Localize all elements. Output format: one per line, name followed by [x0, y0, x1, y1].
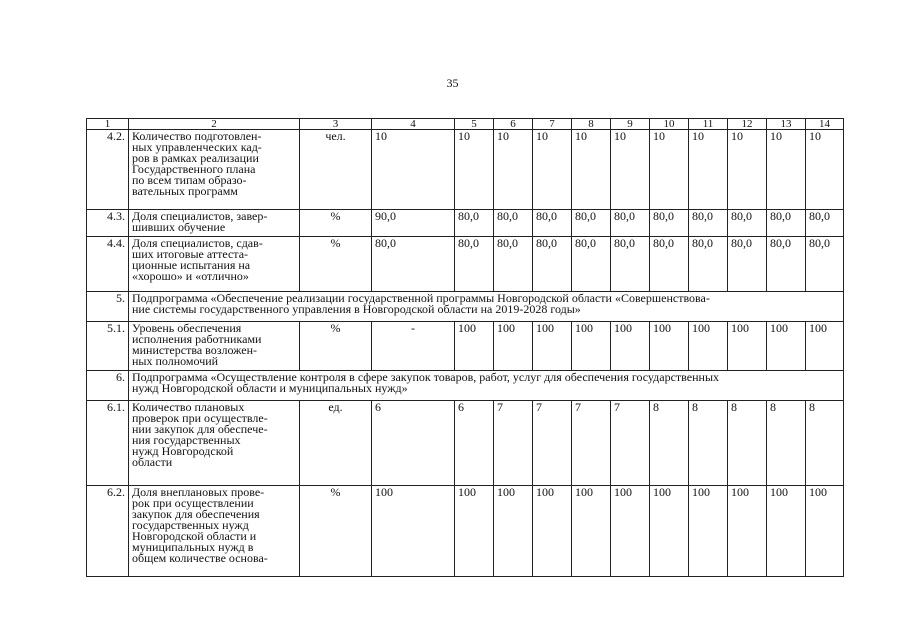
row-number: 6.2. — [87, 486, 129, 577]
unit-of-measure: % — [300, 237, 372, 292]
indicator-value: 80,0 — [728, 237, 767, 292]
indicator-value: 80,0 — [611, 237, 650, 292]
indicator-value: 10 — [611, 130, 650, 210]
column-number: 12 — [728, 119, 767, 130]
indicator-row — [87, 130, 844, 210]
indicator-name: Доля специалистов, сдав- ших итоговые аттеста- ционные испытания на «хорошо» и «отлично» — [129, 237, 300, 292]
indicator-value: 100 — [455, 486, 494, 577]
indicator-value: 6 — [455, 401, 494, 486]
column-number: 5 — [455, 119, 494, 130]
column-number: 9 — [611, 119, 650, 130]
column-number: 6 — [494, 119, 533, 130]
indicator-value: 80,0 — [494, 237, 533, 292]
column-number: 7 — [533, 119, 572, 130]
indicator-value: 10 — [767, 130, 806, 210]
indicator-value: 8 — [689, 401, 728, 486]
indicator-value: 80,0 — [767, 210, 806, 237]
indicator-table — [86, 118, 844, 577]
indicator-value: 100 — [728, 486, 767, 577]
indicator-value: 100 — [572, 322, 611, 371]
row-number: 6.1. — [87, 401, 129, 486]
indicator-value: 80,0 — [533, 237, 572, 292]
row-number: 4.3. — [87, 210, 129, 237]
indicator-value: 100 — [650, 322, 689, 371]
indicator-value: 80,0 — [611, 210, 650, 237]
indicator-value: 100 — [806, 322, 844, 371]
column-number-row — [87, 119, 844, 130]
page-number: 35 — [446, 76, 459, 90]
indicator-value: 10 — [533, 130, 572, 210]
indicator-value: 7 — [572, 401, 611, 486]
indicator-value: 80,0 — [806, 210, 844, 237]
indicator-value: 80,0 — [767, 237, 806, 292]
unit-of-measure: % — [300, 322, 372, 371]
row-number: 4.4. — [87, 237, 129, 292]
indicator-value: 7 — [611, 401, 650, 486]
indicator-value: - — [372, 322, 455, 371]
indicator-value: 100 — [494, 322, 533, 371]
indicator-value: 10 — [689, 130, 728, 210]
indicator-value: 100 — [611, 486, 650, 577]
subprogram-title: Подпрограмма «Осуществление контроля в сфере закупок товаров, работ, услуг для обеспечения государственных нужд Новгородской области и муниципальных нужд» — [129, 371, 844, 401]
indicator-value: 100 — [455, 322, 494, 371]
indicator-name: Количество подготовлен- ных управленческих кад- ров в рамках реализации Государственного плана по всем типам образо- вательных программ — [129, 130, 300, 210]
column-number: 13 — [767, 119, 806, 130]
indicator-value: 100 — [806, 486, 844, 577]
indicator-value: 8 — [767, 401, 806, 486]
unit-of-measure: % — [300, 210, 372, 237]
indicator-value: 80,0 — [689, 237, 728, 292]
indicator-row — [87, 322, 844, 371]
column-number: 1 — [87, 119, 129, 130]
row-number: 6. — [87, 371, 129, 401]
indicator-value: 6 — [372, 401, 455, 486]
indicator-value: 10 — [372, 130, 455, 210]
indicator-value: 80,0 — [572, 210, 611, 237]
indicator-value: 100 — [533, 322, 572, 371]
indicator-value: 80,0 — [494, 210, 533, 237]
column-number: 3 — [300, 119, 372, 130]
indicator-value: 100 — [767, 322, 806, 371]
unit-of-measure: ед. — [300, 401, 372, 486]
subprogram-row — [87, 292, 844, 322]
indicator-value: 10 — [728, 130, 767, 210]
indicator-value: 80,0 — [806, 237, 844, 292]
row-number: 5.1. — [87, 322, 129, 371]
indicator-value: 100 — [611, 322, 650, 371]
column-number: 11 — [689, 119, 728, 130]
indicator-value: 100 — [728, 322, 767, 371]
indicator-name: Доля специалистов, завер- шивших обучение — [129, 210, 300, 237]
indicator-value: 80,0 — [728, 210, 767, 237]
indicator-name: Количество плановых проверок при осуществле- нии закупок для обеспече- ния государственных нужд Новгородской области — [129, 401, 300, 486]
indicator-value: 80,0 — [650, 210, 689, 237]
subprogram-title: Подпрограмма «Обеспечение реализации государственной программы Новгородской области «Совершенствова- ние системы государственного управления в Новгородской области на 2019-2028 годы» — [129, 292, 844, 322]
column-number: 4 — [372, 119, 455, 130]
indicator-value: 100 — [689, 486, 728, 577]
column-number: 14 — [806, 119, 844, 130]
indicator-name: Доля внеплановых прове- рок при осуществлении закупок для обеспечения государственных нужд Новгородской области и муниципальных нужд в общем количестве основа- — [129, 486, 300, 577]
column-number: 10 — [650, 119, 689, 130]
indicator-value: 10 — [806, 130, 844, 210]
indicator-value: 10 — [650, 130, 689, 210]
indicator-row — [87, 237, 844, 292]
indicator-value: 80,0 — [650, 237, 689, 292]
indicator-value: 10 — [572, 130, 611, 210]
indicator-value: 10 — [494, 130, 533, 210]
indicator-value: 100 — [689, 322, 728, 371]
indicator-value: 100 — [572, 486, 611, 577]
indicator-value: 8 — [728, 401, 767, 486]
subprogram-row — [87, 371, 844, 401]
indicator-value: 10 — [455, 130, 494, 210]
indicator-value: 100 — [650, 486, 689, 577]
indicator-value: 8 — [650, 401, 689, 486]
unit-of-measure: чел. — [300, 130, 372, 210]
indicator-row — [87, 210, 844, 237]
row-number: 4.2. — [87, 130, 129, 210]
column-number: 2 — [129, 119, 300, 130]
indicator-value: 100 — [372, 486, 455, 577]
indicator-value: 80,0 — [455, 210, 494, 237]
indicator-row — [87, 401, 844, 486]
indicator-value: 100 — [494, 486, 533, 577]
indicator-value: 80,0 — [455, 237, 494, 292]
indicator-value: 90,0 — [372, 210, 455, 237]
column-number: 8 — [572, 119, 611, 130]
indicator-value: 7 — [494, 401, 533, 486]
indicator-value: 100 — [533, 486, 572, 577]
indicator-value: 8 — [806, 401, 844, 486]
indicator-name: Уровень обеспечения исполнения работниками министерства возложен- ных полномочий — [129, 322, 300, 371]
indicator-value: 100 — [767, 486, 806, 577]
indicator-value: 80,0 — [689, 210, 728, 237]
unit-of-measure: % — [300, 486, 372, 577]
indicator-row — [87, 486, 844, 577]
indicator-value: 80,0 — [572, 237, 611, 292]
indicator-value: 7 — [533, 401, 572, 486]
indicator-value: 80,0 — [372, 237, 455, 292]
indicator-value: 80,0 — [533, 210, 572, 237]
row-number: 5. — [87, 292, 129, 322]
